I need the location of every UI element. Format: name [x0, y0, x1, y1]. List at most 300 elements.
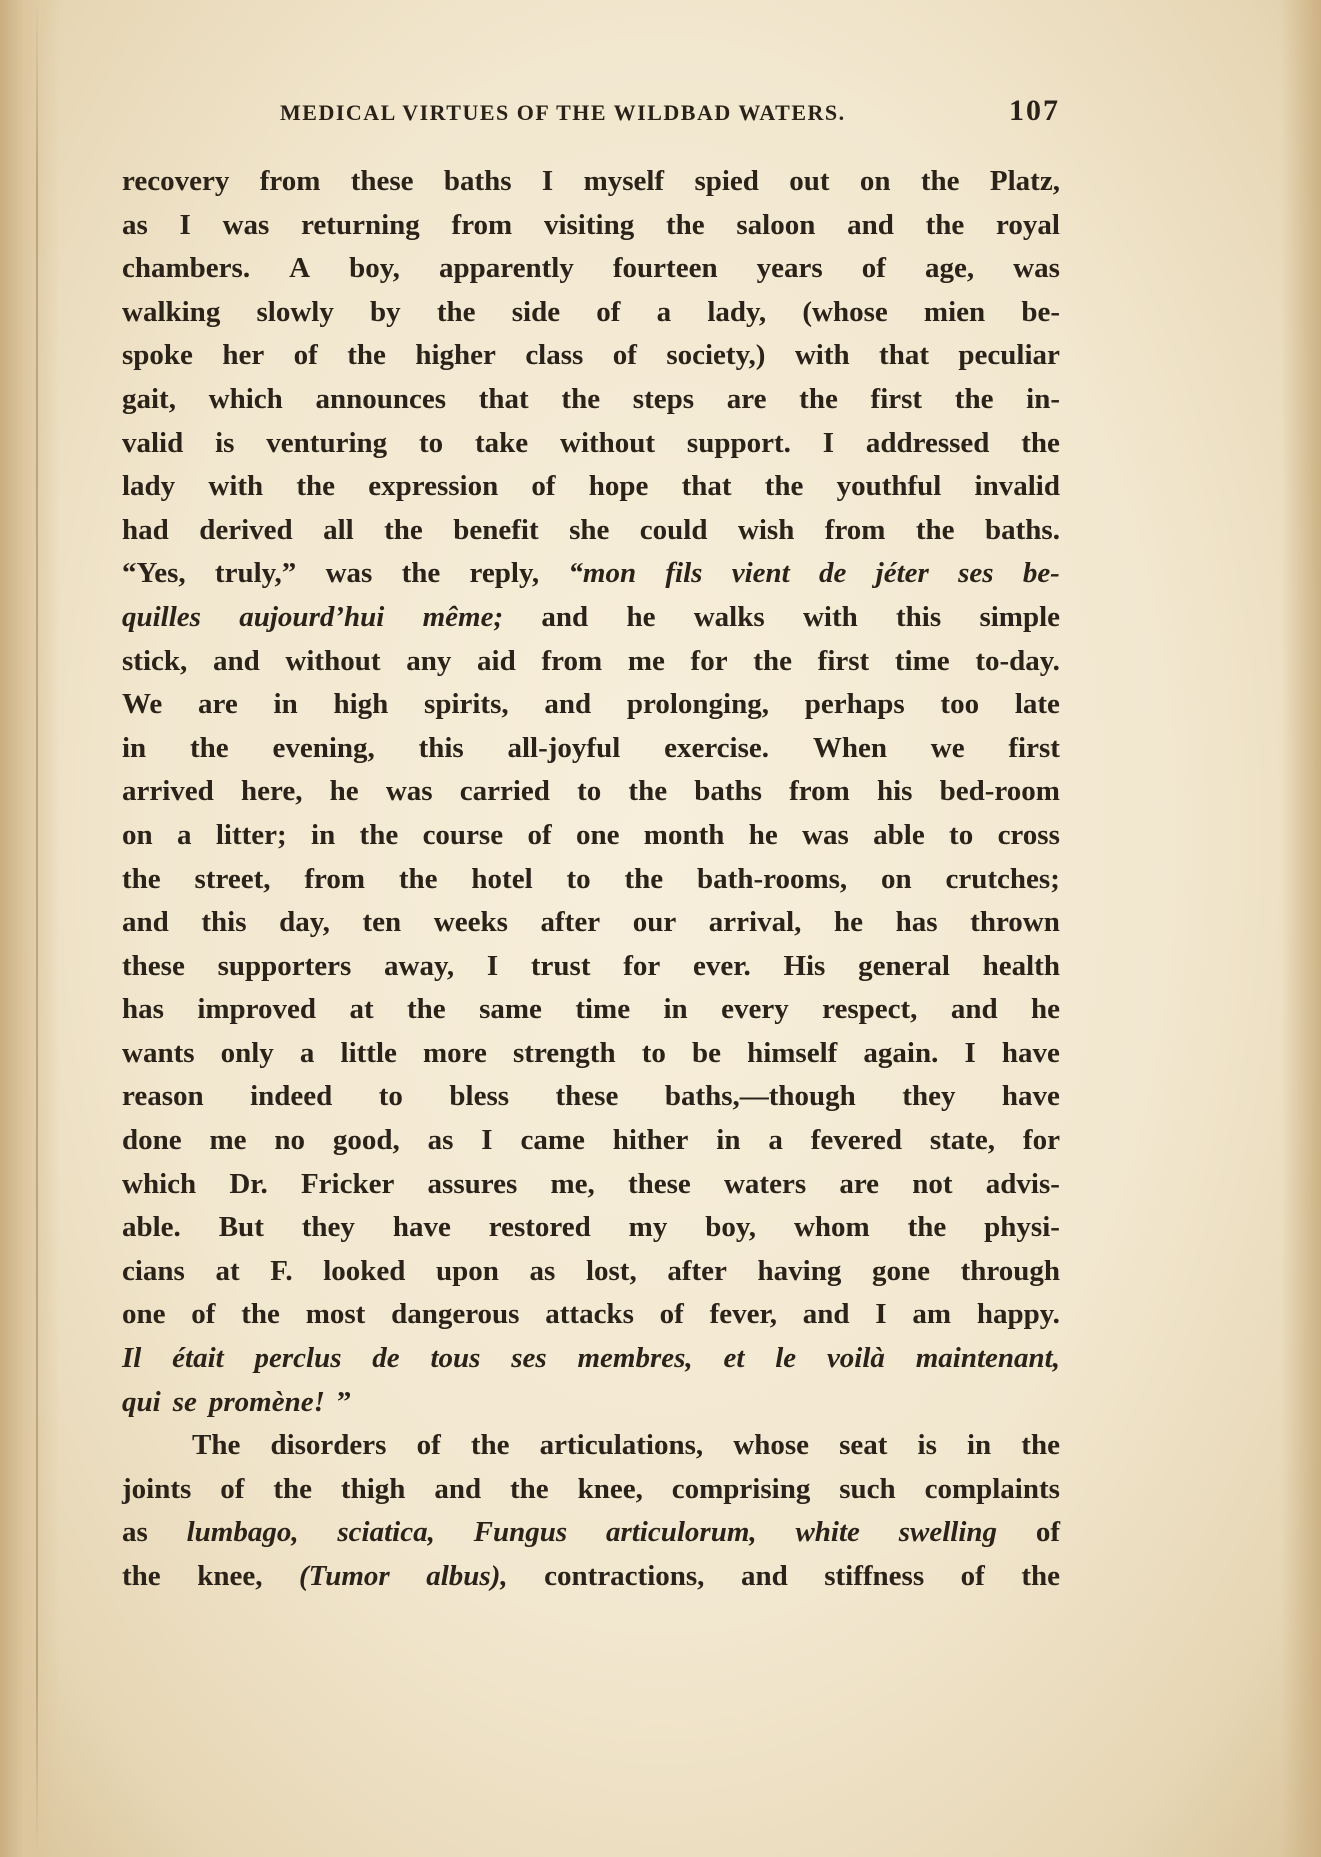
- word: whose: [733, 1429, 809, 1462]
- word: attacks: [545, 1298, 634, 1331]
- text-line: [122, 640, 1060, 684]
- word: is: [917, 1429, 937, 1462]
- word: and: [212, 644, 260, 677]
- word: était: [172, 1342, 224, 1375]
- word: done: [122, 1124, 182, 1157]
- text-line: [122, 1075, 1060, 1119]
- word: lady,: [707, 295, 767, 328]
- word: only: [220, 1036, 274, 1069]
- word: crutches;: [945, 862, 1060, 895]
- word: arrived: [122, 775, 214, 808]
- word: has: [895, 906, 938, 939]
- text-line: [122, 422, 1060, 466]
- text-line: [122, 509, 1060, 553]
- word: myself: [583, 165, 665, 197]
- word: bed-room: [939, 775, 1060, 808]
- word: again.: [863, 1036, 939, 1069]
- word: was: [385, 775, 433, 808]
- word: any: [406, 644, 452, 677]
- word: bath-rooms,: [697, 862, 848, 895]
- word: I: [822, 426, 835, 459]
- word: visiting: [543, 208, 635, 241]
- word: gait,: [122, 382, 176, 415]
- word: has: [122, 993, 164, 1026]
- word: I: [179, 208, 191, 241]
- word: lumbago,: [186, 1516, 299, 1549]
- word: a: [768, 1124, 783, 1157]
- text-line: [122, 1337, 1060, 1381]
- word: derived: [199, 513, 293, 546]
- word: state,: [929, 1124, 996, 1157]
- word: the: [628, 775, 668, 808]
- word: quilles: [122, 600, 201, 633]
- word: most: [305, 1298, 366, 1331]
- word: could: [639, 513, 708, 546]
- word: the: [665, 208, 705, 241]
- word: stiffness: [824, 1560, 925, 1592]
- word: swelling: [898, 1516, 998, 1549]
- word: carried: [459, 775, 550, 808]
- word: the: [273, 1472, 312, 1505]
- word: the: [296, 470, 336, 503]
- word: benefit: [453, 513, 539, 546]
- word: to: [418, 426, 444, 459]
- word: knee,: [577, 1472, 643, 1505]
- word: F.: [270, 1254, 293, 1287]
- text-line: [122, 858, 1060, 902]
- word: after: [667, 1254, 727, 1287]
- word: was: [1013, 252, 1060, 285]
- word: the: [401, 557, 441, 590]
- word: no: [274, 1124, 306, 1157]
- word: looked: [323, 1254, 406, 1287]
- word: vient: [731, 557, 790, 590]
- word: (whose: [802, 295, 888, 328]
- word: of: [596, 295, 621, 328]
- word: he: [834, 906, 864, 939]
- word: se: [172, 1385, 197, 1418]
- word: baths.: [985, 513, 1060, 546]
- word: she: [569, 513, 610, 546]
- word: I: [541, 165, 554, 197]
- text-line: [122, 204, 1060, 248]
- word: of: [527, 818, 552, 851]
- word: joints: [122, 1472, 192, 1505]
- word: albus),: [426, 1560, 508, 1592]
- word: this: [418, 731, 464, 764]
- word: without: [285, 644, 381, 677]
- text-line: [122, 378, 1060, 422]
- word: hotel: [471, 862, 533, 895]
- word: ses: [511, 1342, 547, 1375]
- word: in: [663, 993, 688, 1026]
- word: and: [802, 1298, 850, 1331]
- word: the: [1021, 1560, 1060, 1592]
- word: spirits,: [424, 688, 509, 721]
- word: age,: [924, 252, 975, 285]
- word: good,: [332, 1124, 400, 1157]
- text-line: [122, 291, 1060, 335]
- text-line: [122, 334, 1060, 378]
- word: respect,: [822, 993, 918, 1026]
- word: are: [839, 1167, 880, 1200]
- word: and: [544, 688, 592, 721]
- word: maintenant,: [915, 1342, 1060, 1375]
- word: the: [122, 862, 161, 895]
- word: high: [333, 688, 389, 721]
- word: our: [632, 906, 677, 939]
- word: baths: [443, 165, 512, 197]
- word: without: [560, 426, 656, 459]
- word: with: [794, 339, 850, 372]
- word: boy,: [705, 1211, 757, 1244]
- word: of: [861, 252, 886, 285]
- text-line: [122, 1424, 1060, 1468]
- word: the: [470, 1429, 510, 1462]
- word: these: [350, 165, 414, 197]
- text-line: [122, 465, 1060, 509]
- word: little: [340, 1036, 397, 1069]
- word: away,: [384, 949, 455, 982]
- text-line: [122, 596, 1060, 640]
- word: that: [879, 339, 929, 372]
- word: from: [824, 513, 886, 546]
- word: me,: [550, 1167, 595, 1200]
- word: these: [122, 949, 185, 982]
- word: was: [325, 557, 373, 590]
- word: physi-: [984, 1211, 1060, 1244]
- word: be-: [1022, 557, 1060, 590]
- word: be: [691, 1036, 721, 1069]
- word: course: [422, 818, 504, 851]
- word: perhaps: [804, 688, 905, 721]
- word: upon: [436, 1254, 499, 1287]
- word: happy.: [976, 1298, 1060, 1331]
- text-line: [122, 1250, 1060, 1294]
- word: Fricker: [300, 1167, 395, 1200]
- word: himself: [747, 1036, 838, 1069]
- word: dangerous: [391, 1298, 520, 1331]
- word: litter;: [215, 818, 287, 851]
- word: for: [623, 949, 661, 982]
- text-line: [122, 247, 1060, 291]
- word: as: [529, 1254, 556, 1287]
- word: comprising: [671, 1472, 811, 1505]
- text-line: [122, 1163, 1060, 1207]
- word: not: [912, 1167, 953, 1200]
- word: of: [1035, 1516, 1060, 1549]
- word: ten: [362, 906, 402, 939]
- word: able.: [122, 1211, 181, 1244]
- text-line: [122, 1032, 1060, 1076]
- text-line: [122, 1555, 1060, 1599]
- word: saloon: [736, 208, 816, 241]
- word: more: [423, 1036, 487, 1069]
- word: he: [1030, 993, 1060, 1026]
- word: the: [915, 513, 955, 546]
- word: I: [486, 949, 499, 982]
- word: in: [273, 688, 298, 721]
- word: youthful: [836, 470, 942, 503]
- word: came: [520, 1124, 585, 1157]
- word: cross: [997, 818, 1060, 851]
- word: hope: [588, 470, 649, 503]
- word: the: [436, 295, 476, 328]
- text-line: [122, 1293, 1060, 1337]
- word: class: [525, 339, 584, 372]
- word: are: [198, 688, 238, 721]
- word: as: [122, 1516, 148, 1549]
- word: of: [293, 339, 318, 372]
- word: simple: [979, 600, 1060, 633]
- word: stick,: [122, 644, 188, 677]
- word: exercise.: [664, 731, 770, 764]
- word: have: [1001, 1080, 1060, 1113]
- word: knee,: [197, 1560, 263, 1592]
- word: boy,: [349, 252, 400, 285]
- word: he: [748, 818, 778, 851]
- word: fourteen: [612, 252, 718, 285]
- word: in: [967, 1429, 992, 1462]
- word: et: [723, 1342, 745, 1375]
- word: from: [789, 775, 850, 808]
- word: articulations,: [539, 1429, 704, 1462]
- word: We: [122, 688, 163, 721]
- word: supporters: [217, 949, 352, 982]
- word: with: [802, 600, 858, 633]
- word: from: [259, 165, 321, 197]
- word: the: [907, 1211, 947, 1244]
- word: white: [795, 1516, 860, 1549]
- word: membres,: [577, 1342, 693, 1375]
- word: prolonging,: [626, 688, 769, 721]
- word: the: [624, 862, 664, 895]
- word: reason: [122, 1080, 204, 1113]
- word: His: [783, 949, 826, 982]
- word: able: [873, 818, 925, 851]
- word: spoke: [122, 339, 193, 372]
- word: he: [329, 775, 359, 808]
- word: lost,: [585, 1254, 637, 1287]
- word: such: [839, 1472, 896, 1505]
- word: to: [378, 1080, 403, 1113]
- word: health: [982, 949, 1060, 982]
- word: the: [753, 644, 792, 677]
- word: sciatica,: [337, 1516, 435, 1549]
- word: these: [627, 1167, 691, 1200]
- word: Fungus: [473, 1516, 568, 1549]
- word: de: [818, 557, 847, 590]
- word: Il: [122, 1342, 142, 1375]
- word: a: [176, 818, 192, 851]
- word: the: [561, 382, 601, 415]
- word: first: [870, 382, 923, 415]
- word: of: [220, 1472, 245, 1505]
- word: royal: [996, 208, 1060, 241]
- word: disorders: [270, 1429, 387, 1462]
- word: addressed: [865, 426, 990, 459]
- word: and: [122, 906, 169, 939]
- word: “mon: [568, 557, 637, 590]
- word: to: [566, 862, 591, 895]
- word: I: [481, 1124, 493, 1157]
- word: to-day.: [975, 644, 1060, 677]
- word: on: [881, 862, 912, 895]
- text-line: [122, 552, 1060, 596]
- word: first: [817, 644, 870, 677]
- word: promène!: [208, 1385, 325, 1418]
- text-line: [122, 1119, 1060, 1163]
- word: day,: [279, 906, 330, 939]
- word: having: [757, 1254, 842, 1287]
- word: the: [799, 382, 838, 415]
- word: peculiar: [958, 339, 1060, 372]
- word: the: [954, 382, 994, 415]
- word: hither: [612, 1124, 689, 1157]
- word: which: [208, 382, 283, 415]
- word: have: [1001, 1036, 1060, 1069]
- word: with: [208, 470, 264, 503]
- text-line: [122, 683, 1060, 727]
- text-line: [122, 814, 1060, 858]
- word: fils: [665, 557, 703, 590]
- page-number: 107: [1009, 94, 1060, 127]
- word: from: [304, 862, 366, 895]
- word: of: [416, 1429, 441, 1462]
- word: too: [940, 688, 980, 721]
- word: here,: [240, 775, 303, 808]
- word: support.: [686, 426, 791, 459]
- word: as: [122, 208, 148, 241]
- word: aid: [477, 644, 516, 677]
- word: de: [372, 1342, 400, 1375]
- word: the: [1021, 1429, 1060, 1462]
- word: reply,: [469, 557, 540, 590]
- word: When: [812, 731, 887, 764]
- word: the: [384, 513, 423, 546]
- word: the: [1021, 426, 1060, 459]
- word: general: [858, 949, 950, 982]
- word: after: [540, 906, 601, 939]
- word: at: [349, 993, 374, 1026]
- word: same: [479, 993, 542, 1026]
- word: be-: [1021, 295, 1060, 328]
- text-line: [122, 988, 1060, 1032]
- word: apparently: [439, 252, 574, 285]
- word: weeks: [433, 906, 508, 939]
- word: this: [896, 600, 942, 633]
- word: tous: [430, 1342, 481, 1375]
- word: time: [575, 993, 631, 1026]
- word: in: [122, 731, 147, 764]
- word: valid: [122, 426, 184, 459]
- body-text: [122, 160, 1060, 1599]
- word: side: [511, 295, 561, 328]
- word: (Tumor: [298, 1560, 390, 1592]
- word: to: [641, 1036, 666, 1069]
- word: voilà: [826, 1342, 885, 1375]
- word: le: [775, 1342, 797, 1375]
- word: had: [122, 513, 169, 546]
- word: advis-: [985, 1167, 1060, 1200]
- word: was: [222, 208, 270, 241]
- word: cians: [122, 1254, 185, 1287]
- word: assures: [427, 1167, 518, 1200]
- word: the: [764, 470, 804, 503]
- word: mien: [923, 295, 986, 328]
- word: I: [875, 1298, 887, 1331]
- word: venturing: [266, 426, 388, 459]
- word: they: [301, 1211, 355, 1244]
- word: the: [122, 1560, 161, 1592]
- word: walking: [122, 295, 221, 328]
- text-line: [122, 1381, 1060, 1425]
- word: perclus: [254, 1342, 342, 1375]
- word: I: [964, 1036, 976, 1069]
- word: on: [859, 165, 891, 197]
- word: a: [299, 1036, 315, 1069]
- word: wish: [737, 513, 795, 546]
- word: that: [681, 470, 732, 503]
- word: first: [1008, 731, 1060, 764]
- word: The: [192, 1429, 241, 1462]
- word: lady: [122, 470, 176, 503]
- word: truly,”: [214, 557, 297, 590]
- word: the: [241, 1298, 280, 1331]
- word: Dr.: [229, 1167, 268, 1200]
- word: out: [789, 165, 830, 197]
- text-line: [122, 1206, 1060, 1250]
- word: improved: [197, 993, 317, 1026]
- word: my: [628, 1211, 668, 1244]
- word: in-: [1026, 382, 1060, 415]
- word: and: [847, 208, 894, 241]
- word: in: [716, 1124, 741, 1157]
- word: slowly: [256, 295, 334, 328]
- word: strength: [513, 1036, 616, 1069]
- text-line: [122, 160, 1060, 204]
- word: one: [575, 818, 620, 851]
- word: of: [531, 470, 556, 503]
- text-line: [122, 727, 1060, 771]
- word: invalid: [974, 470, 1060, 503]
- word: expression: [368, 470, 499, 503]
- word: contractions,: [544, 1560, 705, 1592]
- word: at: [215, 1254, 240, 1287]
- word: articulorum,: [605, 1516, 757, 1549]
- word: recovery: [122, 165, 230, 197]
- word: through: [960, 1254, 1060, 1287]
- word: Platz,: [989, 165, 1060, 197]
- word: the: [510, 1472, 549, 1505]
- word: in: [311, 818, 336, 851]
- word: whom: [793, 1211, 870, 1244]
- word: one: [122, 1298, 166, 1331]
- word: take: [474, 426, 529, 459]
- word: all-joyful: [507, 731, 621, 764]
- text-line: [122, 1511, 1060, 1555]
- word: spied: [694, 165, 759, 197]
- word: A: [289, 252, 311, 285]
- binding-edge: [36, 0, 38, 1857]
- word: jéter: [875, 557, 929, 590]
- word: the: [925, 208, 965, 241]
- word: street,: [194, 862, 271, 895]
- text-line: [122, 1468, 1060, 1512]
- word: on: [122, 818, 153, 851]
- word: his: [876, 775, 913, 808]
- word: bless: [449, 1080, 510, 1113]
